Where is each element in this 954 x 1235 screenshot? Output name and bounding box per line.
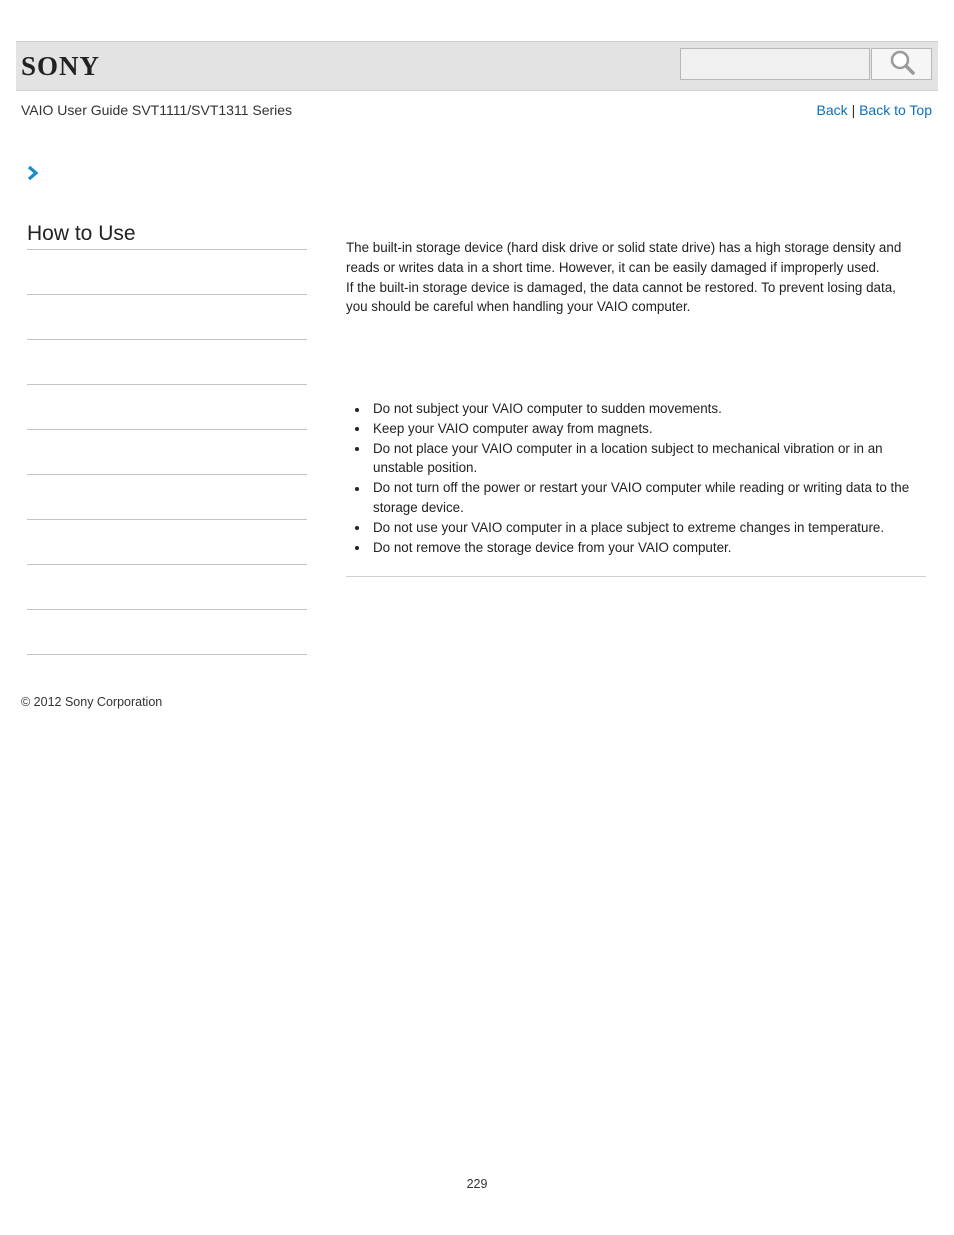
list-item: Do not place your VAIO computer in a location subject to mechanical vibration or in an unstable position. (354, 439, 922, 479)
nav-separator: | (851, 102, 856, 118)
guide-title: VAIO User Guide SVT1111/SVT1311 Series (21, 102, 293, 118)
list-item: Do not use your VAIO computer in a place subject to extreme changes in temperature. (354, 518, 922, 538)
sony-logo: SONY (21, 51, 101, 81)
back-link[interactable]: Back (816, 102, 848, 118)
list-item: Do not remove the storage device from your VAIO computer. (354, 538, 922, 558)
sidebar-item[interactable] (27, 384, 307, 429)
list-item: Do not subject your VAIO computer to sudden movements. (354, 399, 922, 419)
copyright: © 2012 Sony Corporation (21, 695, 163, 709)
sidebar-item[interactable] (27, 339, 307, 384)
precautions-list (354, 399, 922, 557)
sidebar-item[interactable] (27, 609, 307, 655)
search-input[interactable] (680, 48, 870, 80)
list-item: Keep your VAIO computer away from magnets. (354, 419, 922, 439)
sidebar-item[interactable] (27, 564, 307, 609)
page-number: 229 (466, 1177, 488, 1191)
back-to-top-link[interactable]: Back to Top (859, 102, 932, 118)
search-button[interactable] (871, 48, 932, 80)
content-divider (346, 576, 926, 577)
chevron-right-icon[interactable] (26, 165, 40, 186)
sidebar-item[interactable] (27, 519, 307, 564)
top-bar (16, 41, 938, 91)
list-item: Do not turn off the power or restart your VAIO computer while reading or writing data to the storage device. (354, 478, 922, 518)
sidebar-item[interactable] (27, 294, 307, 339)
sidebar-title: How to Use (27, 222, 136, 245)
sidebar-item[interactable] (27, 429, 307, 474)
sidebar-item[interactable] (27, 249, 307, 294)
magnifier-icon (889, 49, 915, 80)
nav-links (817, 102, 932, 118)
main-content (346, 238, 921, 317)
sidebar-item[interactable] (27, 474, 307, 519)
sidebar-nav (27, 249, 307, 655)
intro-paragraph: The built-in storage device (hard disk drive or solid state drive) has a high storage density and reads or writes data in a short time. However, it can be easily damaged if improperly used. (346, 240, 902, 275)
warning-paragraph: If the built-in storage device is damaged, the data cannot be restored. To prevent losing data, you should be careful when handling your VAIO computer. (346, 279, 896, 315)
